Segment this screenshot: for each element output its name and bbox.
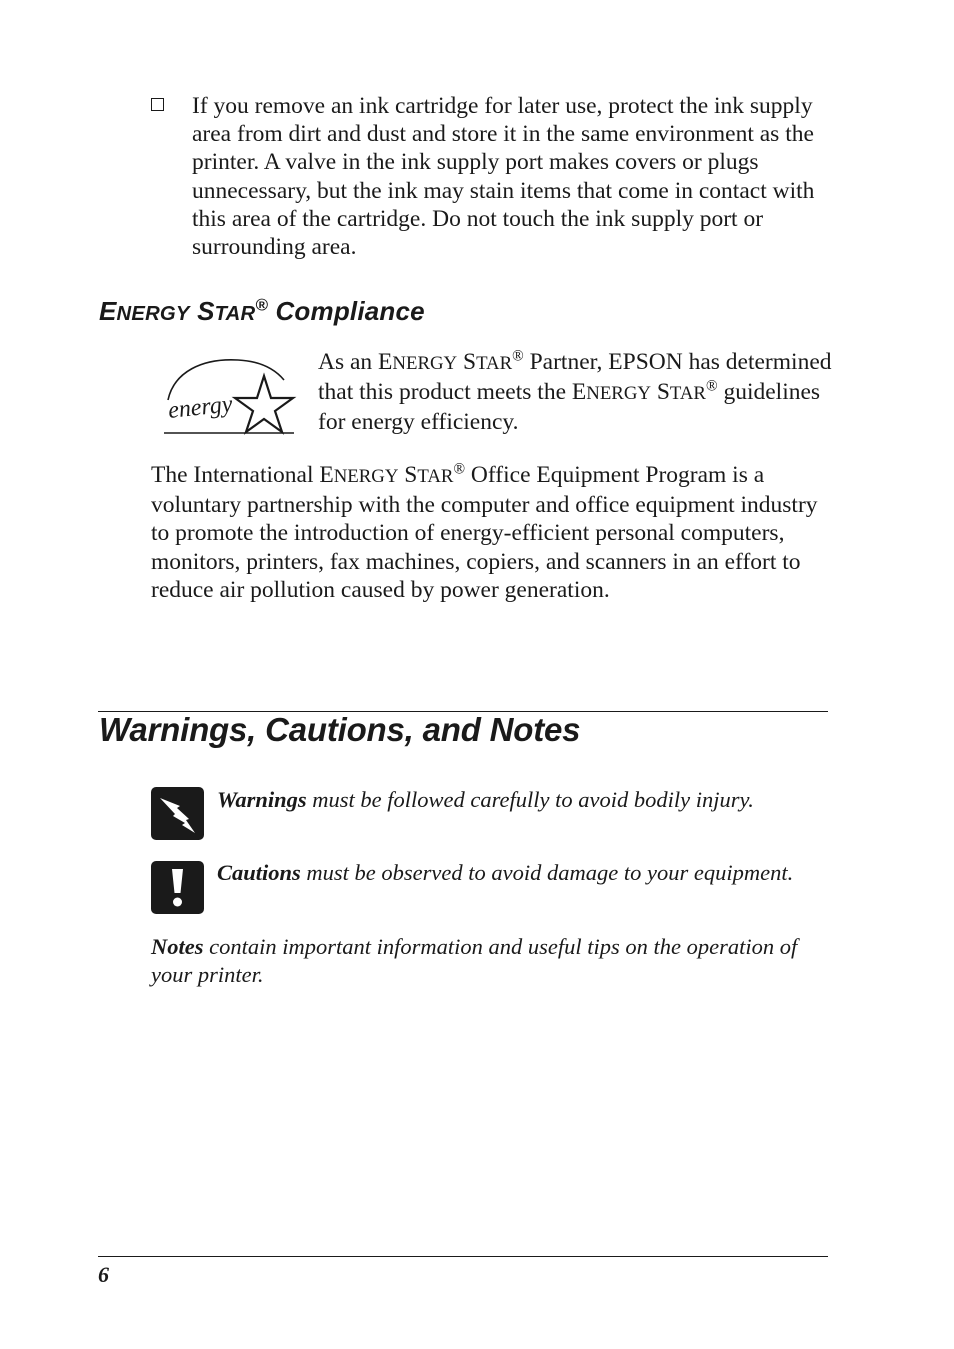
section-heading: Warnings, Cautions, and Notes xyxy=(99,711,581,748)
footer-divider xyxy=(98,1256,828,1257)
warning-description: Warnings must be followed carefully to avoid bodily injury. xyxy=(217,787,754,812)
lightning-warning-icon xyxy=(151,787,204,840)
page-number: 6 xyxy=(98,1262,109,1287)
energy-star-partner-text: As an ENERGY STAR® Partner, EPSON has determined that this product meets the ENERGY STAR® guidelines for energy efficiency. xyxy=(318,347,832,436)
caution-description: Cautions must be observed to avoid damage to your equipment. xyxy=(217,860,794,885)
energy-star-logo-icon xyxy=(160,356,298,438)
svg-text:energy: energy xyxy=(166,391,234,424)
checkbox-bullet-icon xyxy=(151,98,164,111)
energy-star-heading: ENERGY STAR® Compliance xyxy=(99,295,425,326)
bullet-text: If you remove an ink cartridge for later use, protect the ink supply area from dirt and dust and store it in the same environment as the printer. A valve in the ink supply port makes covers or plugs unnecessary, but the ink may stain items that come in contact with this area of the cartridge. Do not touch the ink supply port or surrounding area. xyxy=(192,93,815,261)
energy-star-program-text: The International ENERGY STAR® Office Equipment Program is a voluntary partnership with the computer and office equipment industry to promote the introduction of energy-efficient personal computers, monitors, printers, fax machines, copiers, and scanners in an effort to reduce air pollution caused by power generation. xyxy=(151,460,818,603)
notes-description: Notes contain important information and useful tips on the operation of your printer. xyxy=(151,934,798,987)
energy-star-logo xyxy=(160,356,298,438)
exclamation-caution-icon xyxy=(151,861,204,914)
